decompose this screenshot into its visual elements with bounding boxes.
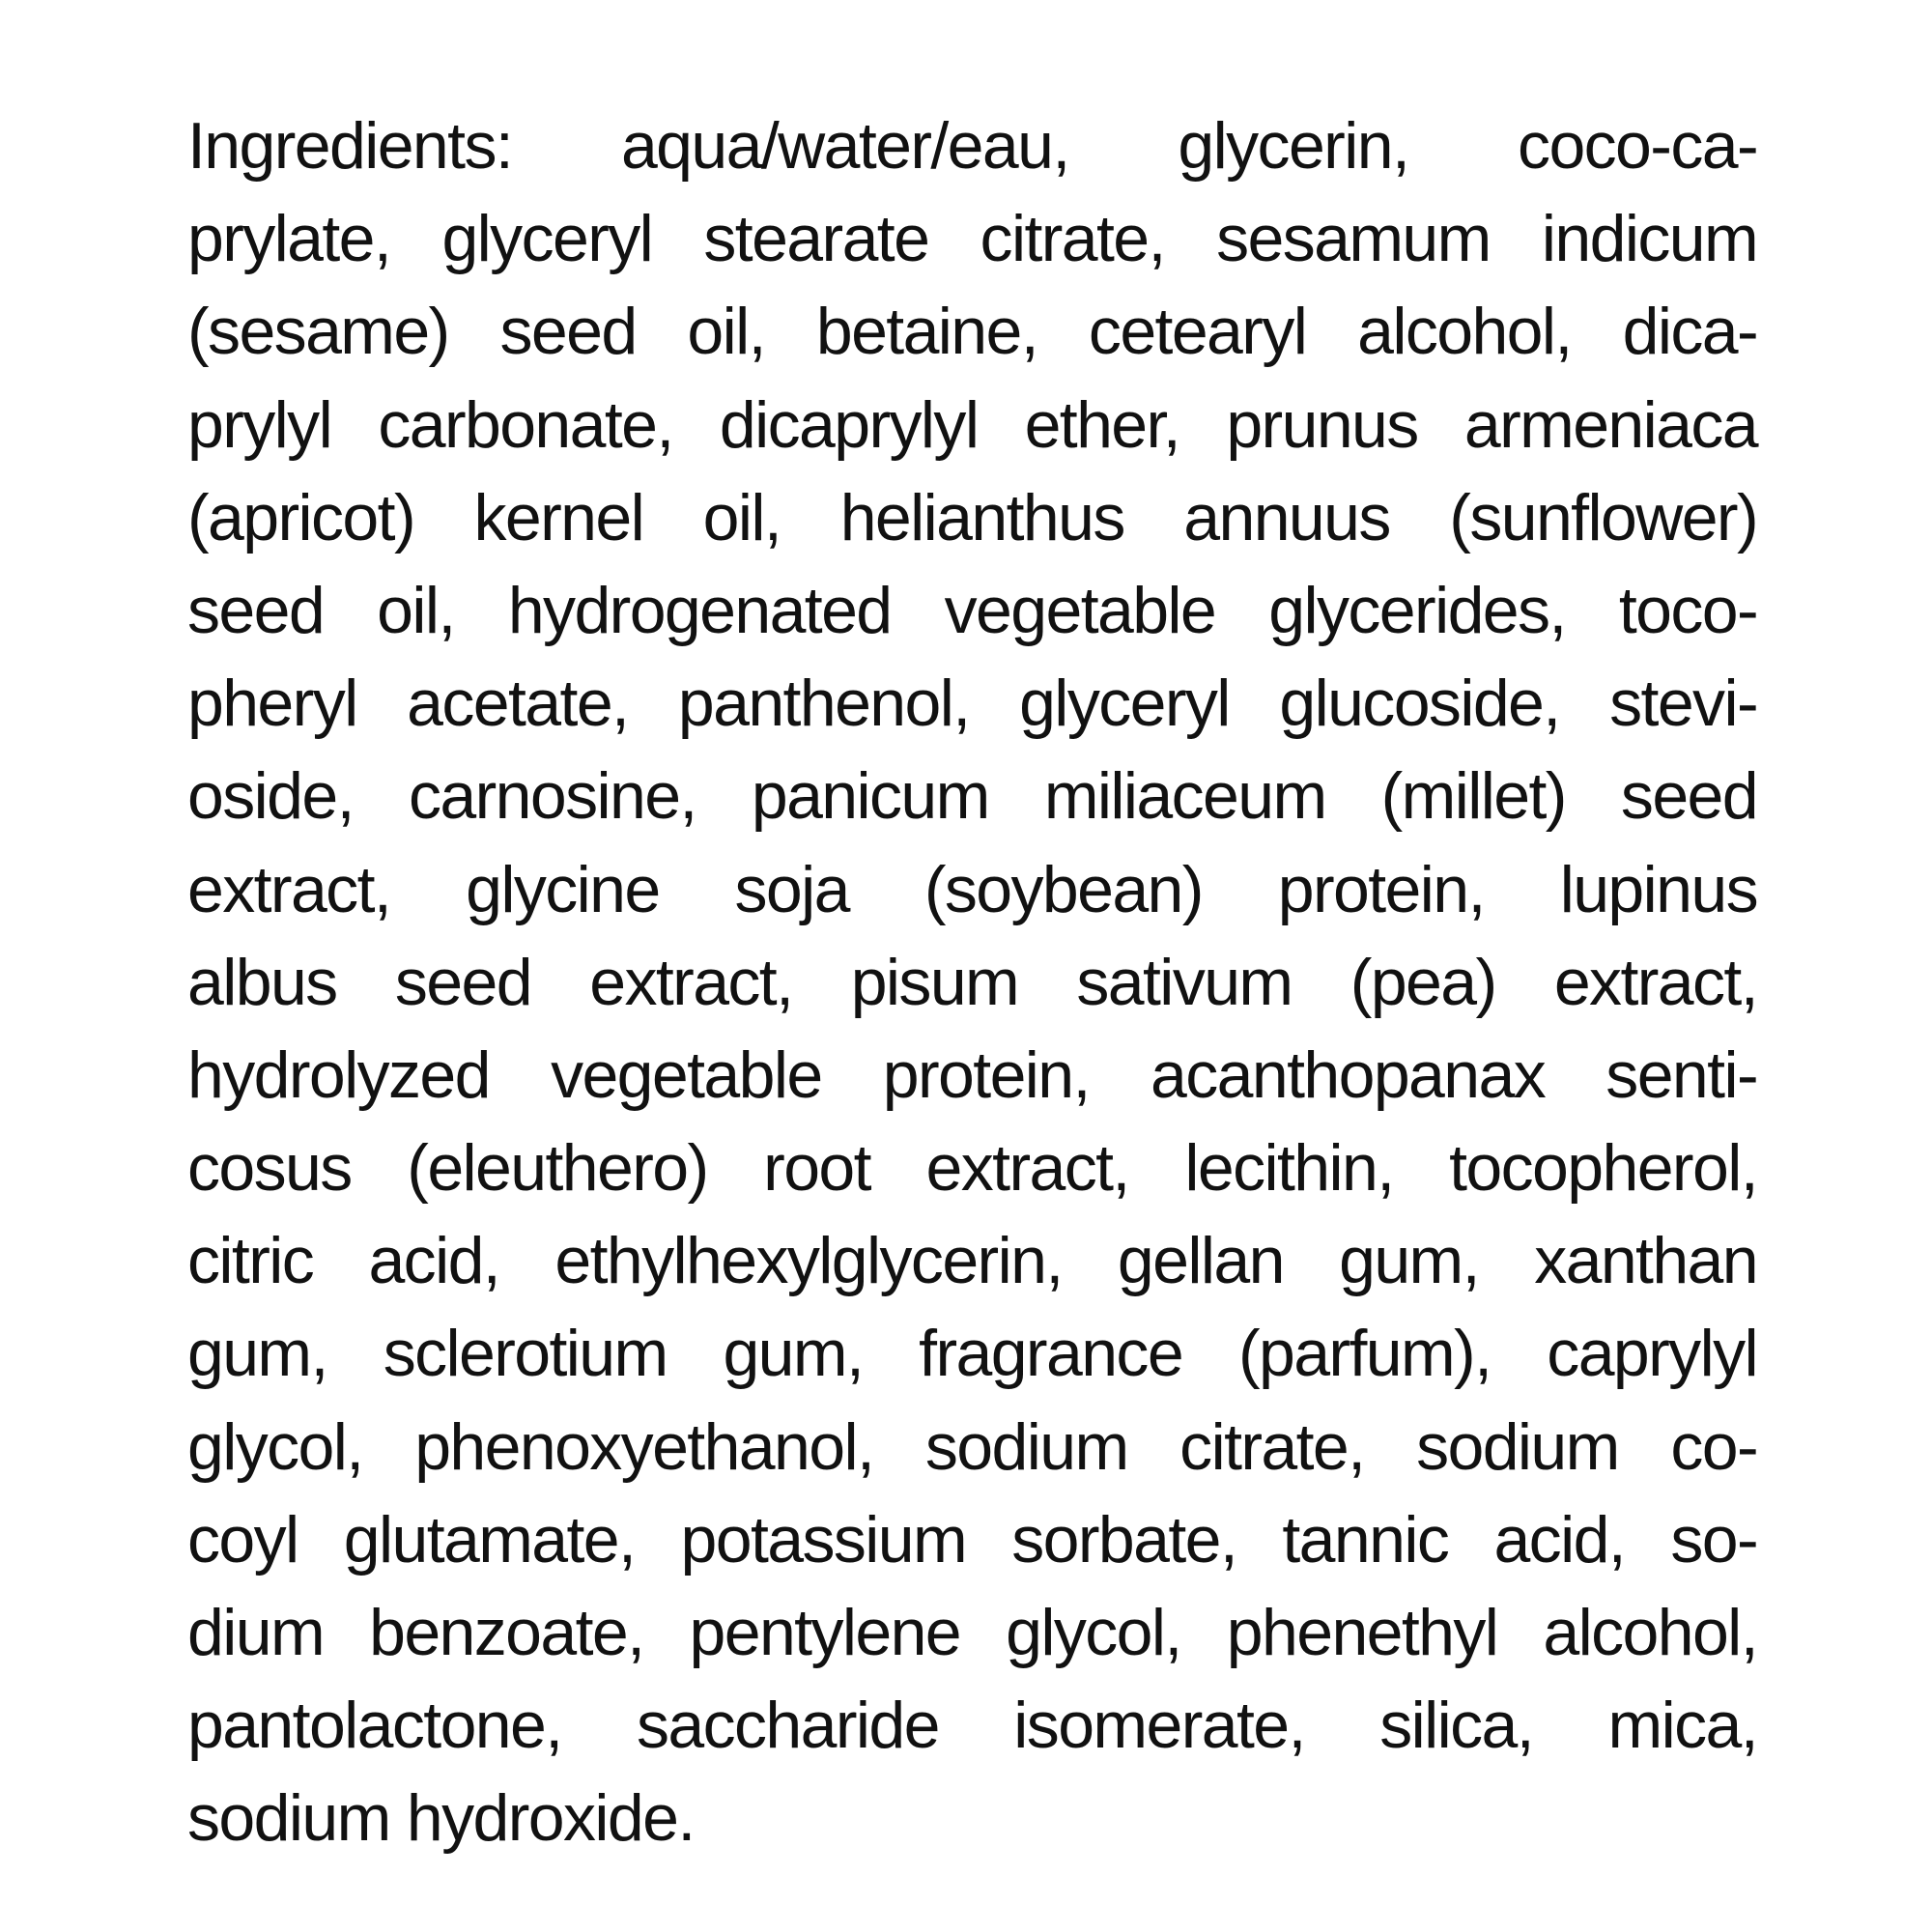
ingredients-line: pantolactone, saccharide isomerate, silica, mica, <box>187 1689 1757 1763</box>
ingredients-line: Ingredients: aqua/water/eau, glycerin, coco-ca- <box>187 109 1757 183</box>
ingredients-line: glycol, phenoxyethanol, sodium citrate, sodium co- <box>187 1409 1757 1484</box>
ingredients-line: sodium hydroxide. <box>187 1781 695 1856</box>
ingredients-line: prylyl carbonate, dicaprylyl ether, prunus armeniaca <box>187 387 1757 462</box>
ingredients-line: pheryl acetate, panthenol, glyceryl glucoside, stevi- <box>187 667 1757 741</box>
ingredients-line: (sesame) seed oil, betaine, cetearyl alcohol, dica- <box>187 295 1757 369</box>
ingredients-line: extract, glycine soja (soybean) protein, lupinus <box>187 852 1757 926</box>
ingredients-line: dium benzoate, pentylene glycol, phenethyl alcohol, <box>187 1596 1757 1669</box>
ingredients-list <box>187 99 1757 1865</box>
ingredients-line: cosus (eleuthero) root extract, lecithin, tocopherol, <box>187 1131 1757 1206</box>
ingredients-line: (apricot) kernel oil, helianthus annuus (sunflower) <box>187 480 1757 554</box>
ingredients-line: albus seed extract, pisum sativum (pea) extract, <box>187 945 1757 1019</box>
ingredients-line: seed oil, hydrogenated vegetable glycerides, toco- <box>187 573 1757 647</box>
ingredients-line: gum, sclerotium gum, fragrance (parfum), caprylyl <box>187 1317 1757 1391</box>
ingredients-line: coyl glutamate, potassium sorbate, tannic acid, so- <box>187 1502 1757 1577</box>
ingredients-line: oside, carnosine, panicum miliaceum (millet) seed <box>187 759 1757 834</box>
ingredients-line: prylate, glyceryl stearate citrate, sesamum indicum <box>187 202 1757 276</box>
ingredients-line: hydrolyzed vegetable protein, acanthopanax senti- <box>187 1037 1757 1112</box>
ingredients-line: citric acid, ethylhexylglycerin, gellan gum, xanthan <box>187 1224 1757 1298</box>
